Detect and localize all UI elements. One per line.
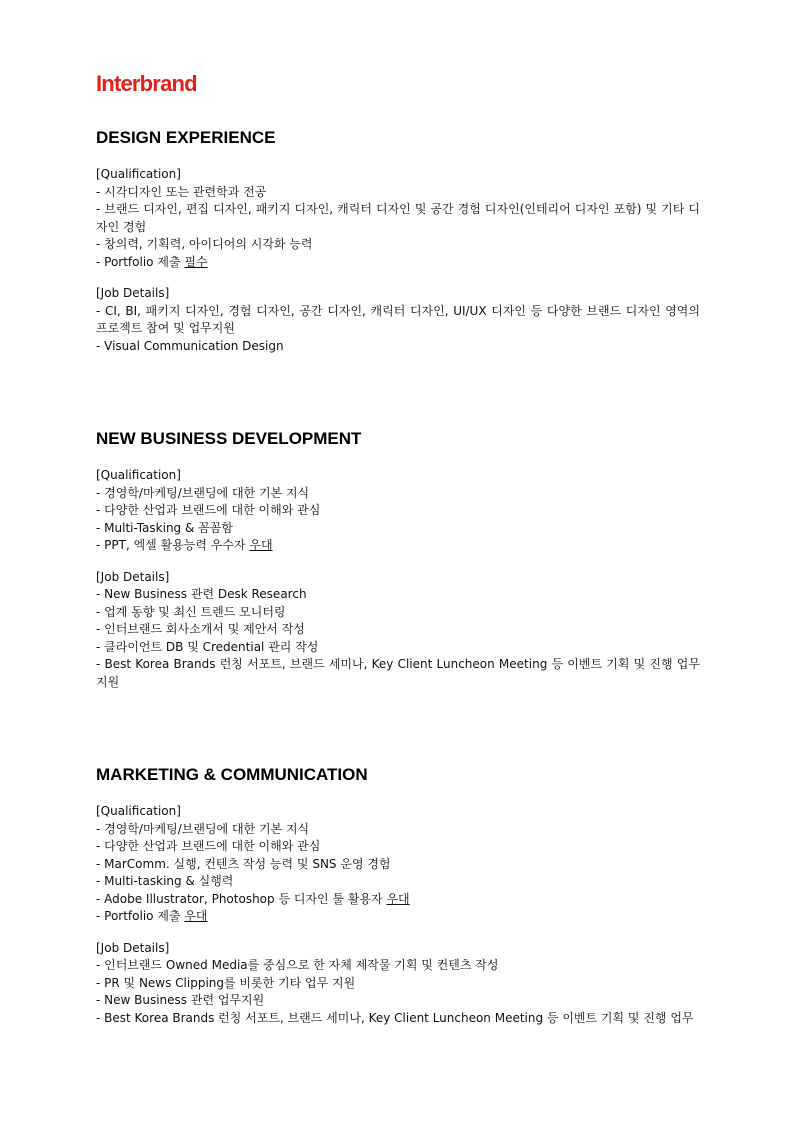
list-item: - PPT, 엑셀 활용능력 우수자 우대: [96, 538, 273, 552]
list-item: - 인터브랜드 회사소개서 및 제안서 작성: [96, 622, 305, 636]
list-item: - PR 및 News Clipping를 비롯한 기타 업무 지원: [96, 975, 356, 990]
list-item: - 창의력, 기획력, 아이디어의 시각화 능력: [96, 237, 313, 251]
emphasis-text: 우대: [249, 538, 273, 552]
interbrand-logo: Interbrand: [96, 71, 197, 96]
list-item: - 인터브랜드 Owned Media를 중심으로 한 자체 제작물 기획 및 컨텐츠 작성: [96, 958, 499, 972]
list-item: - Best Korea Brands 런칭 서포트, 브랜드 세미나, Key Client Luncheon Meeting 등 이벤트 기획 및 진행 업무: [96, 1010, 694, 1025]
job-details-list: [96, 303, 700, 356]
list-item: - 경영학/마케팅/브랜딩에 대한 기본 지식: [96, 485, 310, 500]
qualification-list: [96, 821, 700, 926]
qualification-label: [Qualification]: [96, 468, 181, 482]
list-item: - 시각디자인 또는 관련학과 전공: [96, 184, 267, 199]
job-details-label: [Job Details]: [96, 569, 170, 584]
list-item: - Best Korea Brands 런칭 서포트, 브랜드 세미나, Key Client Luncheon Meeting 등 이벤트 기획 및 진행 업무 지원: [96, 657, 700, 689]
list-item: - 경영학/마케팅/브랜딩에 대한 기본 지식: [96, 821, 310, 836]
emphasis-text: 우대: [386, 891, 410, 906]
qualification-list: [96, 184, 700, 272]
section-title: DESIGN EXPERIENCE: [96, 128, 276, 147]
qualification-list: [96, 485, 700, 555]
list-item: - 브랜드 디자인, 편집 디자인, 패키지 디자인, 캐릭터 디자인 및 공간 경험 디자인(인테리어 디자인 포함) 및 기타 디자인 경험: [96, 202, 700, 234]
section-new-business-development: [96, 429, 700, 691]
job-details-list: [96, 957, 700, 1027]
list-item: - 다양한 산업과 브랜드에 대한 이해와 관심: [96, 503, 321, 517]
qualification-label: [Qualification]: [96, 167, 181, 181]
list-item: - Multi-tasking & 실행력: [96, 874, 234, 888]
list-item: - New Business 관련 Desk Research: [96, 587, 307, 601]
list-item: - 다양한 산업과 브랜드에 대한 이해와 관심: [96, 839, 321, 853]
job-details-list: [96, 586, 700, 691]
job-details-label: [Job Details]: [96, 940, 170, 955]
section-design-experience: [96, 128, 700, 355]
list-item: - New Business 관련 업무지원: [96, 993, 265, 1007]
list-item: - Multi-Tasking & 꼼꼼함: [96, 520, 233, 535]
list-item: - MarComm. 실행, 컨텐츠 작성 능력 및 SNS 운영 경험: [96, 856, 391, 871]
section-title: MARKETING & COMMUNICATION: [96, 765, 368, 784]
list-item: - 업계 동향 및 최신 트렌드 모니터링: [96, 604, 286, 619]
list-item: - Adobe Illustrator, Photoshop 등 디자인 툴 활용자 우대: [96, 891, 410, 906]
emphasis-text: 우대: [184, 909, 208, 923]
qualification-label: [Qualification]: [96, 804, 181, 818]
emphasis-text: 필수: [184, 254, 208, 269]
list-item: - Portfolio 제출 필수: [96, 254, 208, 269]
list-item: - Visual Communication Design: [96, 338, 284, 353]
list-item: - CI, BI, 패키지 디자인, 경험 디자인, 공간 디자인, 캐릭터 디자인, UI/UX 디자인 등 다양한 브랜드 디자인 영역의 프로젝트 참여 및 업무지원: [96, 303, 700, 335]
list-item: - 클라이언트 DB 및 Credential 관리 작성: [96, 639, 319, 654]
section-title: NEW BUSINESS DEVELOPMENT: [96, 429, 362, 448]
job-details-label: [Job Details]: [96, 286, 170, 300]
list-item: - Portfolio 제출 우대: [96, 909, 208, 923]
section-marketing-communication: [96, 765, 700, 1027]
